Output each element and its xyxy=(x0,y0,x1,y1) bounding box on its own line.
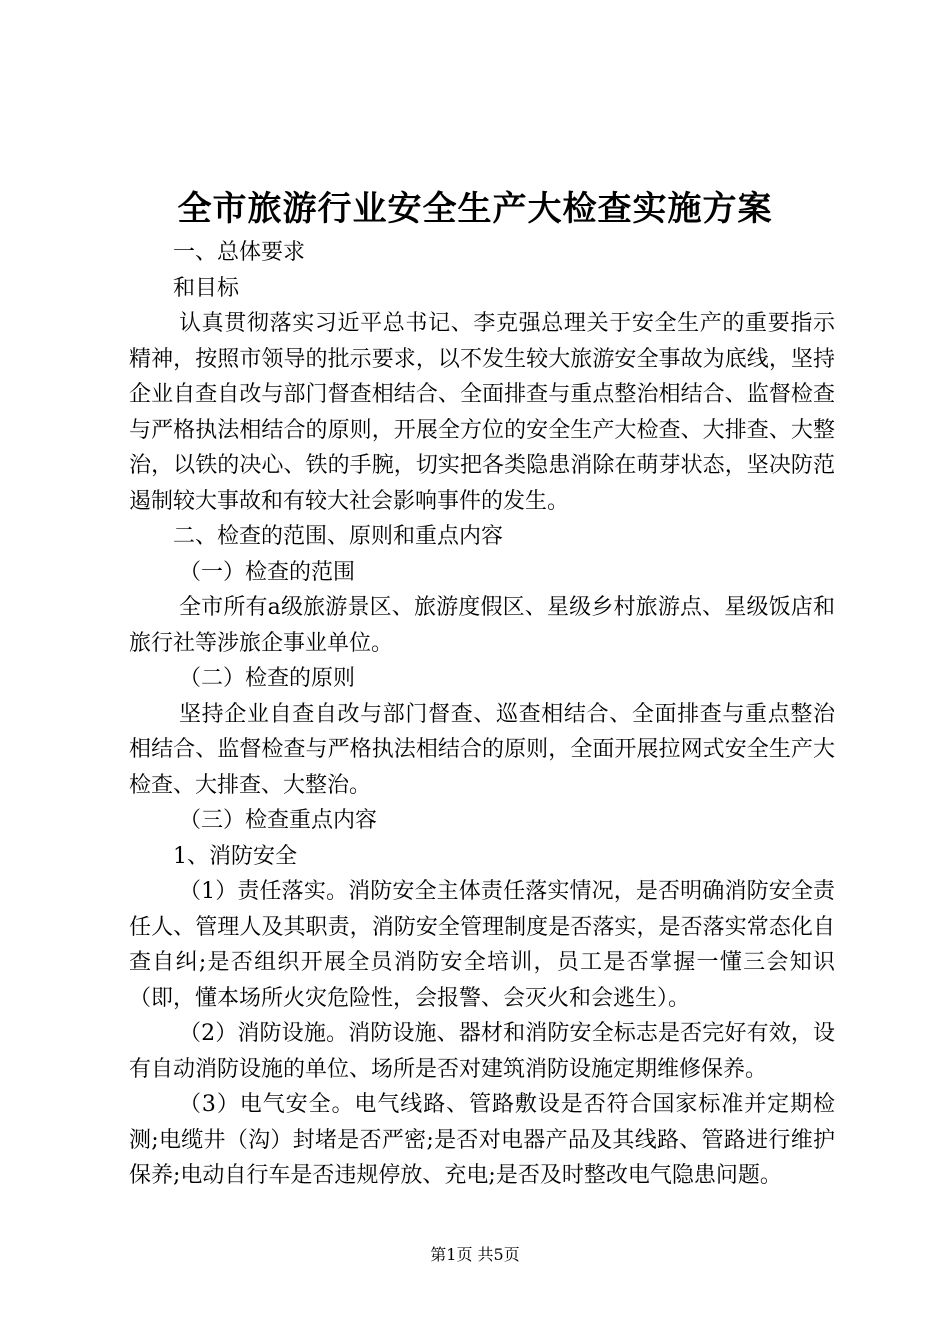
item-1-point-2: （2）消防设施。消防设施、器材和消防安全标志是否完好有效，设有自动消防设施的单位、场所是否对建筑消防设施定期维修保养。 xyxy=(129,1021,835,1082)
item-1-point-3: （3）电气安全。电气线路、管路敷设是否符合国家标准并定期检测;电缆井（沟）封堵是否严密;是否对电器产品及其线路、管路进行维护保养;电动自行车是否违规停放、充电;是否及时整改电气隐患问题。 xyxy=(129,1092,835,1188)
section-1-heading: 一、总体要求 xyxy=(173,240,306,265)
section-1-heading-continued: 和目标 xyxy=(173,275,240,301)
page-number-footer: 第1页 共5页 xyxy=(430,1245,520,1264)
item-1-heading: 1、消防安全 xyxy=(173,843,297,869)
subsection-2-1-heading: （一）检查的范围 xyxy=(179,559,356,585)
item-1-point-1: （1）责任落实。消防安全主体责任落实情况，是否明确消防安全责任人、管理人及其职责，消防安全管理制度是否落实，是否落实常态化自查自纠;是否组织开展全员消防安全培训，员工是否掌握一懂三会知识（即，懂本场所火灾危险性，会报警、会灭火和会逃生）。 xyxy=(129,879,835,1011)
subsection-2-2-heading: （二）检查的原则 xyxy=(179,666,356,691)
subsection-2-1-paragraph: 全市所有a级旅游景区、旅游度假区、星级乡村旅游点、星级饭店和旅行社等涉旅企事业单位。 xyxy=(129,595,835,656)
section-1-paragraph: 认真贯彻落实习近平总书记、李克强总理关于安全生产的重要指示精神，按照市领导的批示要求，以不发生较大旅游安全事故为底线，坚持企业自查自改与部门督查相结合、全面排查与重点整治相结合、监督检查与严格执法相结合的原则，开展全方位的安全生产大检查、大排查、大整治，以铁的决心、铁的手腕，切实把各类隐患消除在萌芽状态，坚决防范遏制较大事故和有较大社会影响事件的发生。 xyxy=(129,311,835,514)
document-body xyxy=(129,235,835,1194)
section-2-heading: 二、检查的范围、原则和重点内容 xyxy=(173,524,504,549)
subsection-2-3-heading: （三）检查重点内容 xyxy=(179,808,378,833)
subsection-2-2-paragraph: 坚持企业自查自改与部门督查、巡查相结合、全面排查与重点整治相结合、监督检查与严格执法相结合的原则，全面开展拉网式安全生产大检查、大排查、大整治。 xyxy=(129,701,835,798)
page-title: 全市旅游行业安全生产大检查实施方案 xyxy=(177,189,773,229)
